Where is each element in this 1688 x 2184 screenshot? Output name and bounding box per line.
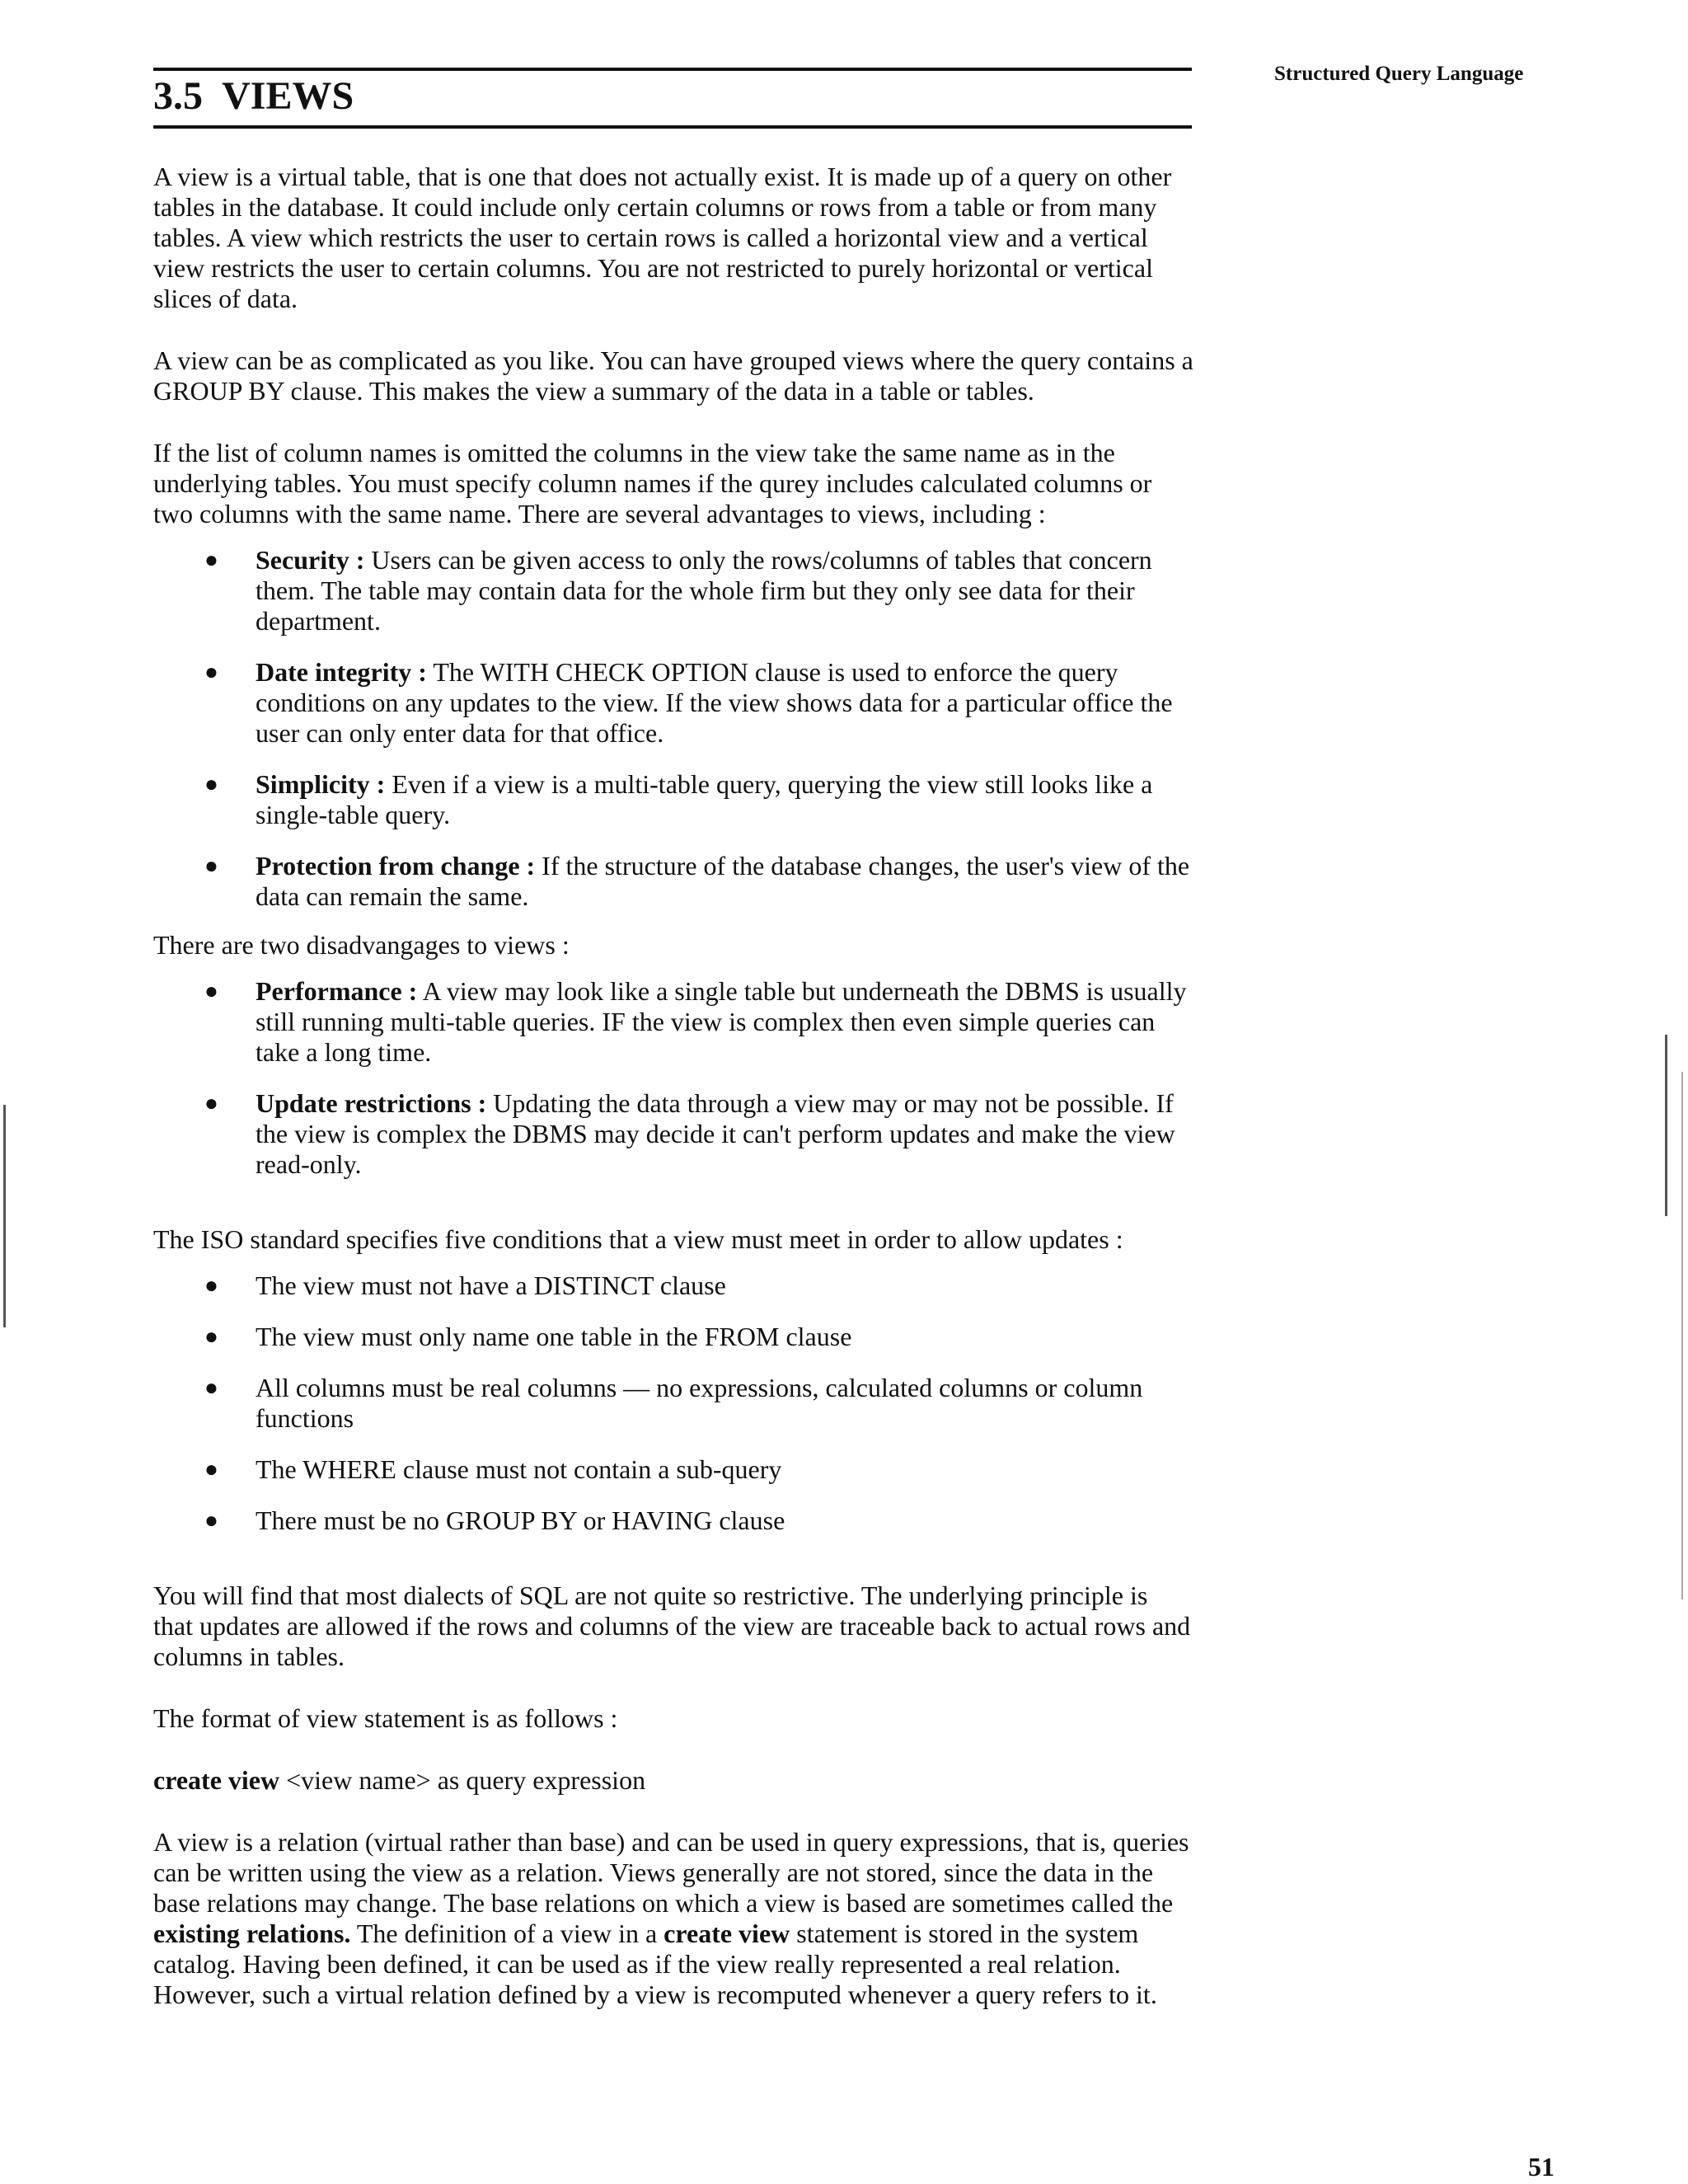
dialects-paragraph: You will find that most dialects of SQL are not quite so restrictive. The underlying principle is that updates are allowed if the rows and columns of the view are traceable back to actual rows and columns in tables. [153, 1580, 1191, 1671]
bullet-icon: ● [204, 1457, 218, 1482]
list-item-term: Performance : [256, 976, 418, 1006]
intro-paragraph: If the list of column names is omitted the columns in the view take the same name as in the underlying tables. You must specify column names if the qurey includes calculated columns or two columns with the same name. There are several advantages to views, including : [153, 438, 1152, 528]
bullet-icon: ● [204, 1324, 218, 1350]
list-item-text: Users can be given access to only the rows/columns of tables that concern them. The table may contain data for the whole firm but they only see data for their department. [256, 545, 1152, 636]
intro-paragraph: A view can be as complicated as you like. You can have grouped views where the query contains a GROUP BY clause. This makes the view a summary of the data in a table or tables. [153, 345, 1193, 406]
list-item-term: Update restrictions : [256, 1088, 487, 1118]
list-item-text: All columns must be real columns — no expressions, calculated columns or column functions [256, 1373, 1143, 1433]
bullet-icon: ● [204, 1273, 218, 1299]
list-item [153, 1505, 1193, 1536]
advantages-list [153, 545, 1193, 912]
bullet-icon: ● [204, 772, 218, 797]
header-rule-bottom [153, 125, 1192, 129]
list-item [153, 1454, 1193, 1485]
scan-margin-mark-right [1665, 1035, 1667, 1216]
disadvantages-intro: There are two disadvangages to views : [153, 930, 570, 960]
relation-term: create view [663, 1919, 790, 1948]
page-body [153, 162, 1193, 2010]
list-item [153, 545, 1193, 636]
list-item-term: Simplicity : [256, 769, 386, 799]
list-item-text: Updating the data through a view may or may not be possible. If the view is complex the DBMS may decide it can't perform updates and make the view read-only. [256, 1088, 1175, 1179]
relation-paragraph [153, 1827, 1193, 2010]
list-item-text: A view may look like a single table but underneath the DBMS is usually still running multi-table queries. IF the view is complex then even simple queries can take a long time. [256, 976, 1187, 1067]
format-intro: The format of view statement is as follows : [153, 1703, 618, 1733]
disadvantages-list [153, 976, 1193, 1180]
bullet-icon: ● [204, 1375, 218, 1401]
list-item-term: Security : [256, 545, 365, 575]
syntax-keyword: create view [153, 1765, 280, 1795]
relation-text: statement is stored in the system catalog. Having been defined, it can be used as if the view really represented a real relation. However, such a virtual relation defined by a view is recomputed whenever a query refers to it. [153, 1919, 1157, 2009]
list-item [153, 1373, 1193, 1434]
bullet-icon: ● [204, 979, 218, 1004]
relation-term: existing relations. [153, 1919, 351, 1948]
list-item-text: The view must not have a DISTINCT clause [256, 1270, 726, 1300]
list-item-text: Even if a view is a multi-table query, querying the view still looks like a single-table query. [256, 769, 1153, 829]
relation-text: The definition of a view in a [356, 1919, 658, 1948]
list-item [153, 657, 1193, 749]
list-item-term: Date integrity : [256, 657, 427, 687]
iso-intro: The ISO standard specifies five conditions that a view must meet in order to allow updates : [153, 1224, 1123, 1254]
scan-margin-mark-left [3, 1105, 6, 1327]
list-item [153, 769, 1193, 830]
list-item-text: The WITH CHECK OPTION clause is used to enforce the query conditions on any updates to the view. If the view shows data for a particular office the user can only enter data for that office. [256, 657, 1173, 748]
section-heading [153, 73, 354, 120]
running-head: Structured Query Language [1274, 63, 1524, 85]
list-item [153, 1270, 1193, 1301]
relation-text: A view is a relation (virtual rather than base) and can be used in query expressions, that is, queries can be written using the view as a relation. Views generally are not stored, since the data in the base relations may change. The base relations on which a view is based are sometimes called the [153, 1827, 1189, 1918]
intro-paragraph: A view is a virtual table, that is one that does not actually exist. It is made up of a query on other tables in the database. It could include only certain columns or rows from a table or from many tables. A view which restricts the user to certain rows is called a horizontal view and a vertical view restricts the user to certain columns. You are not restricted to purely horizontal or vertical slices of data. [153, 162, 1172, 313]
list-item [153, 851, 1193, 912]
list-item-text: The WHERE clause must not contain a sub-query [256, 1454, 782, 1484]
scan-edge-noise [1681, 1072, 1683, 1599]
header-rule-top [153, 68, 1192, 71]
section-number: 3.5 [153, 74, 203, 118]
list-item-term: Protection from change : [256, 851, 536, 881]
syntax-line [153, 1765, 1193, 1796]
bullet-icon: ● [204, 547, 218, 573]
bullet-icon: ● [204, 660, 218, 685]
list-item [153, 976, 1193, 1068]
syntax-rest: <view name> as query expression [286, 1765, 646, 1795]
bullet-icon: ● [204, 1508, 218, 1533]
list-item-text: If the structure of the database changes, the user's view of the data can remain the same. [256, 851, 1190, 911]
bullet-icon: ● [204, 853, 218, 879]
bullet-icon: ● [204, 1091, 218, 1116]
list-item [153, 1322, 1193, 1352]
list-item-text: There must be no GROUP BY or HAVING clause [256, 1505, 785, 1535]
page-number: 51 [1528, 2152, 1554, 2182]
section-title: VIEWS [222, 74, 354, 118]
list-item [153, 1088, 1193, 1180]
iso-conditions-list [153, 1270, 1193, 1536]
list-item-text: The view must only name one table in the FROM clause [256, 1322, 852, 1351]
